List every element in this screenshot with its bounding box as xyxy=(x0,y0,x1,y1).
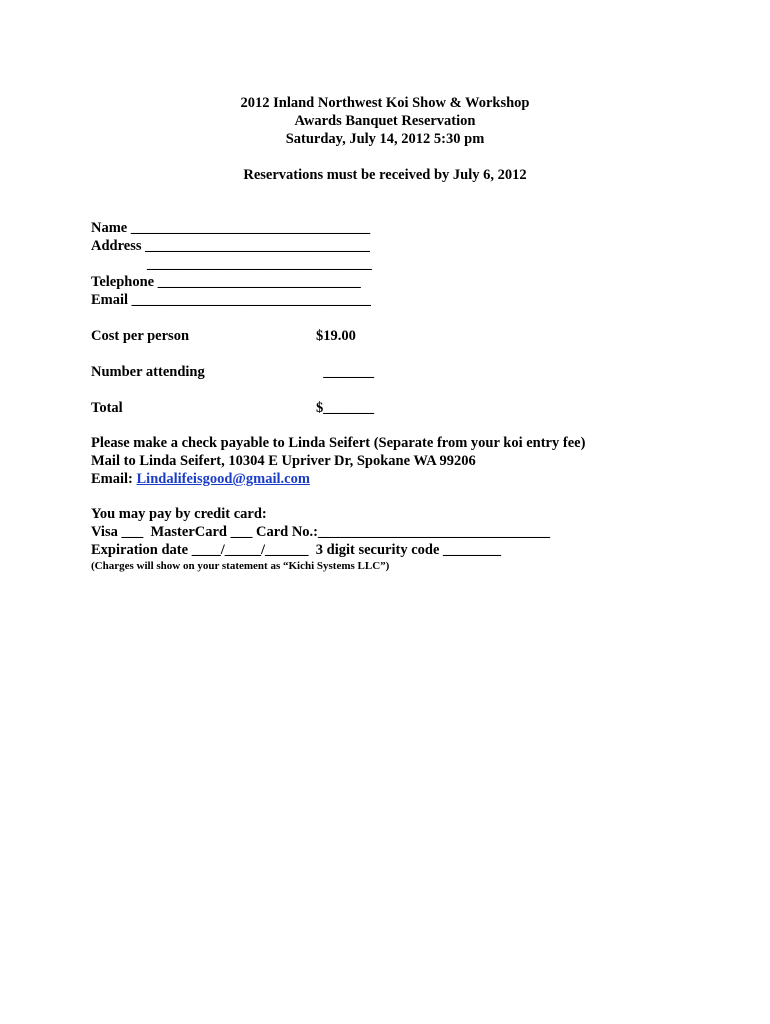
payment-email-link[interactable]: Lindalifeisgood@gmail.com xyxy=(136,471,310,487)
name-field: Name _________________________________ xyxy=(91,220,371,236)
total-label: Total xyxy=(91,400,123,416)
reservation-deadline: Reservations must be received by July 6, 2012 xyxy=(243,167,527,183)
address-field: Address _______________________________ xyxy=(91,238,370,254)
email-field: Email _________________________________ xyxy=(91,292,371,308)
address-line-2-field: _______________________________ xyxy=(147,256,372,272)
telephone-field: Telephone ____________________________ xyxy=(91,274,361,290)
number-attending-label: Number attending xyxy=(91,364,205,380)
card-type-number-line: Visa ___ MasterCard ___ Card No.:________________________________ xyxy=(91,524,551,540)
cost-per-person-value: $19.00 xyxy=(316,328,356,344)
payment-email-row xyxy=(91,470,310,488)
header-event-title: 2012 Inland Northwest Koi Show & Workshop xyxy=(240,95,530,111)
header-date: Saturday, July 14, 2012 5:30 pm xyxy=(285,131,485,147)
statement-charges-note: (Charges will show on your statement as “Kichi Systems LLC”) xyxy=(91,560,390,572)
mailing-address: Mail to Linda Seifert, 10304 E Upriver Dr, Spokane WA 99206 xyxy=(91,453,476,469)
header-banquet-title: Awards Banquet Reservation xyxy=(294,113,476,129)
number-attending-value: _______ xyxy=(316,364,374,380)
cost-per-person-label: Cost per person xyxy=(91,328,190,344)
payment-email-label: Email: xyxy=(91,471,137,487)
expiration-security-line: Expiration date ____/_____/______ 3 digit security code ________ xyxy=(91,542,502,558)
credit-card-intro: You may pay by credit card: xyxy=(91,506,267,522)
check-payable-instructions: Please make a check payable to Linda Seifert (Separate from your koi entry fee) xyxy=(91,435,586,451)
total-value: $_______ xyxy=(316,400,374,416)
